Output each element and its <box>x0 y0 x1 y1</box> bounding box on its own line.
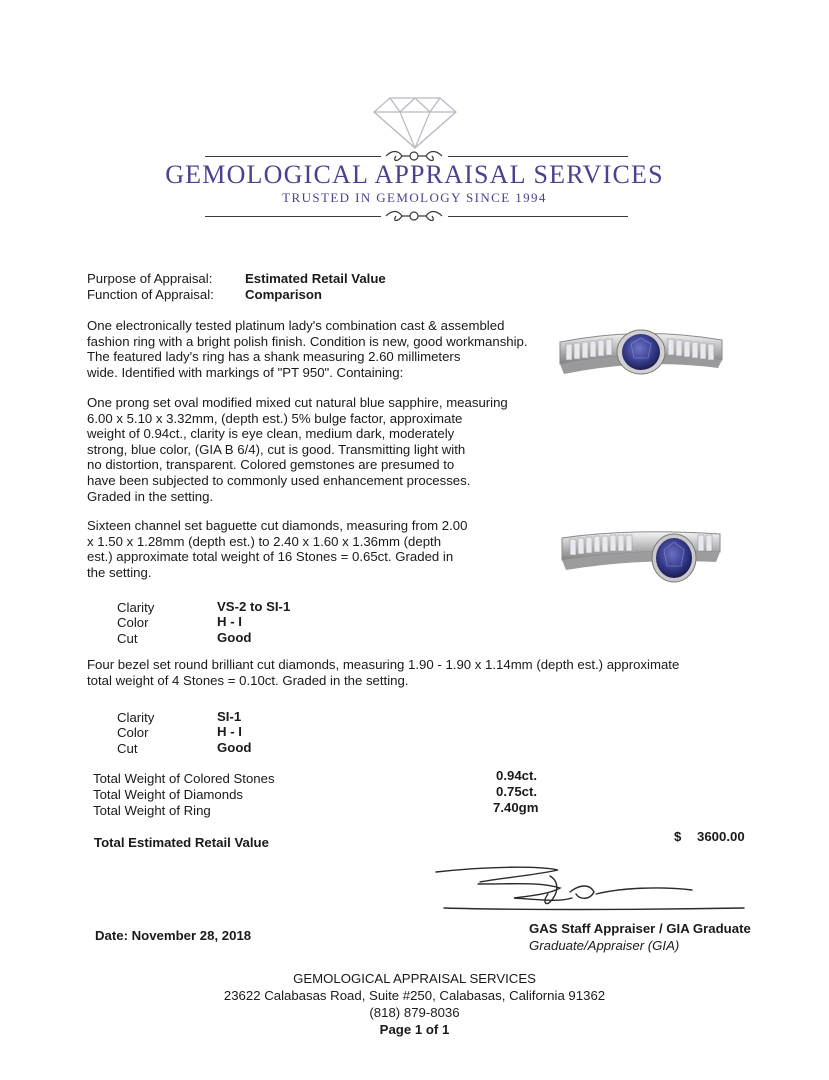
function-label: Function of Appraisal: <box>87 287 214 302</box>
intro-line: wide. Identified with markings of "PT 950". Containing: <box>87 364 404 380</box>
company-tagline: TRUSTED IN GEMOLOGY SINCE 1994 <box>282 190 547 205</box>
baguette-color-value: H - I <box>217 614 242 629</box>
purpose-value: Estimated Retail Value <box>245 271 386 286</box>
round-color-value: H - I <box>217 724 242 739</box>
round-color-label: Color <box>117 725 149 740</box>
header-rule-bottom-right <box>448 216 628 217</box>
company-name: GEMOLOGICAL APPRAISAL SERVICES <box>165 160 664 189</box>
header-rule-bottom-left <box>205 216 381 217</box>
rounds-line: Four bezel set round brilliant cut diamonds, measuring 1.90 - 1.90 x 1.14mm (depth est.) approximate <box>87 657 680 672</box>
footer-company: GEMOLOGICAL APPRAISAL SERVICES <box>293 971 536 986</box>
total-ring-value: 7.40gm <box>493 800 539 815</box>
ring-photo-side-icon <box>560 522 726 590</box>
total-retail-label: Total Estimated Retail Value <box>94 835 269 850</box>
rounds-paragraph <box>87 657 679 688</box>
sapphire-line: weight of 0.94ct., clarity is eye clean, medium dark, moderately <box>87 426 455 442</box>
signature-title: GAS Staff Appraiser / GIA Graduate <box>529 921 751 936</box>
baguette-clarity-label: Clarity <box>117 600 155 615</box>
total-colored-label: Total Weight of Colored Stones <box>93 771 275 786</box>
ring-photo-top-icon <box>556 320 726 386</box>
footer-address: 23622 Calabasas Road, Suite #250, Calabasas, California 91362 <box>223 988 606 1003</box>
round-cut-value: Good <box>217 740 252 755</box>
intro-paragraph <box>87 318 528 380</box>
sapphire-line: have been subjected to commonly used enhancement processes. <box>87 472 471 488</box>
sapphire-line: 6.00 x 5.10 x 3.32mm, (depth est.) 5% bulge factor, approximate <box>87 410 463 426</box>
round-clarity-label: Clarity <box>117 710 155 725</box>
diamond-logo-icon <box>370 92 460 150</box>
baguette-clarity-value: VS-2 to SI-1 <box>217 599 291 614</box>
function-value: Comparison <box>245 287 322 302</box>
intro-line: fashion ring with a bright polish finish. Condition is new, good workmanship. <box>87 333 528 349</box>
baguette-line: est.) approximate total weight of 16 Stones = 0.65ct. Graded in <box>87 549 454 565</box>
rounds-line: total weight of 4 Stones = 0.10ct. Graded in the setting. <box>87 672 409 688</box>
sapphire-line: strong, blue color, (GIA B 6/4), cut is good. Transmitting light with <box>87 441 466 457</box>
signature-subtitle: Graduate/Appraiser (GIA) <box>529 938 680 953</box>
sapphire-line: Graded in the setting. <box>87 488 214 504</box>
total-retail-currency: $ <box>674 829 682 844</box>
total-colored-value: 0.94ct. <box>496 768 538 783</box>
round-cut-label: Cut <box>117 741 138 756</box>
appraisal-date: Date: November 28, 2018 <box>95 928 252 943</box>
baguette-cut-value: Good <box>217 630 252 645</box>
purpose-label: Purpose of Appraisal: <box>87 271 213 286</box>
header-rule-top-right <box>448 156 628 157</box>
sapphire-paragraph <box>87 395 508 504</box>
baguette-cut-label: Cut <box>117 631 138 646</box>
sapphire-line: no distortion, transparent. Colored gemstones are presumed to <box>87 457 455 473</box>
total-retail-value: 3600.00 <box>697 829 745 844</box>
sapphire-line: One prong set oval modified mixed cut natural blue sapphire, measuring <box>87 395 508 410</box>
header-rule-top-left <box>205 156 381 157</box>
total-diamonds-label: Total Weight of Diamonds <box>93 787 244 802</box>
round-clarity-value: SI-1 <box>217 709 242 724</box>
total-ring-label: Total Weight of Ring <box>93 803 211 818</box>
baguette-paragraph <box>87 518 467 580</box>
intro-line: One electronically tested platinum lady's combination cast & assembled <box>87 318 505 333</box>
baguette-color-label: Color <box>117 615 149 630</box>
footer-phone: (818) 879-8036 <box>369 1005 460 1020</box>
total-diamonds-value: 0.75ct. <box>496 784 538 799</box>
flourish-bottom-icon <box>384 208 444 224</box>
signature-icon <box>430 862 750 918</box>
baguette-line: Sixteen channel set baguette cut diamonds, measuring from 2.00 <box>87 518 468 533</box>
baguette-line: the setting. <box>87 564 152 580</box>
baguette-line: x 1.50 x 1.28mm (depth est.) to 2.40 x 1.60 x 1.36mm (depth <box>87 533 442 549</box>
footer-page-number: Page 1 of 1 <box>379 1022 450 1037</box>
intro-line: The featured lady's ring has a shank measuring 2.60 millimeters <box>87 349 461 365</box>
